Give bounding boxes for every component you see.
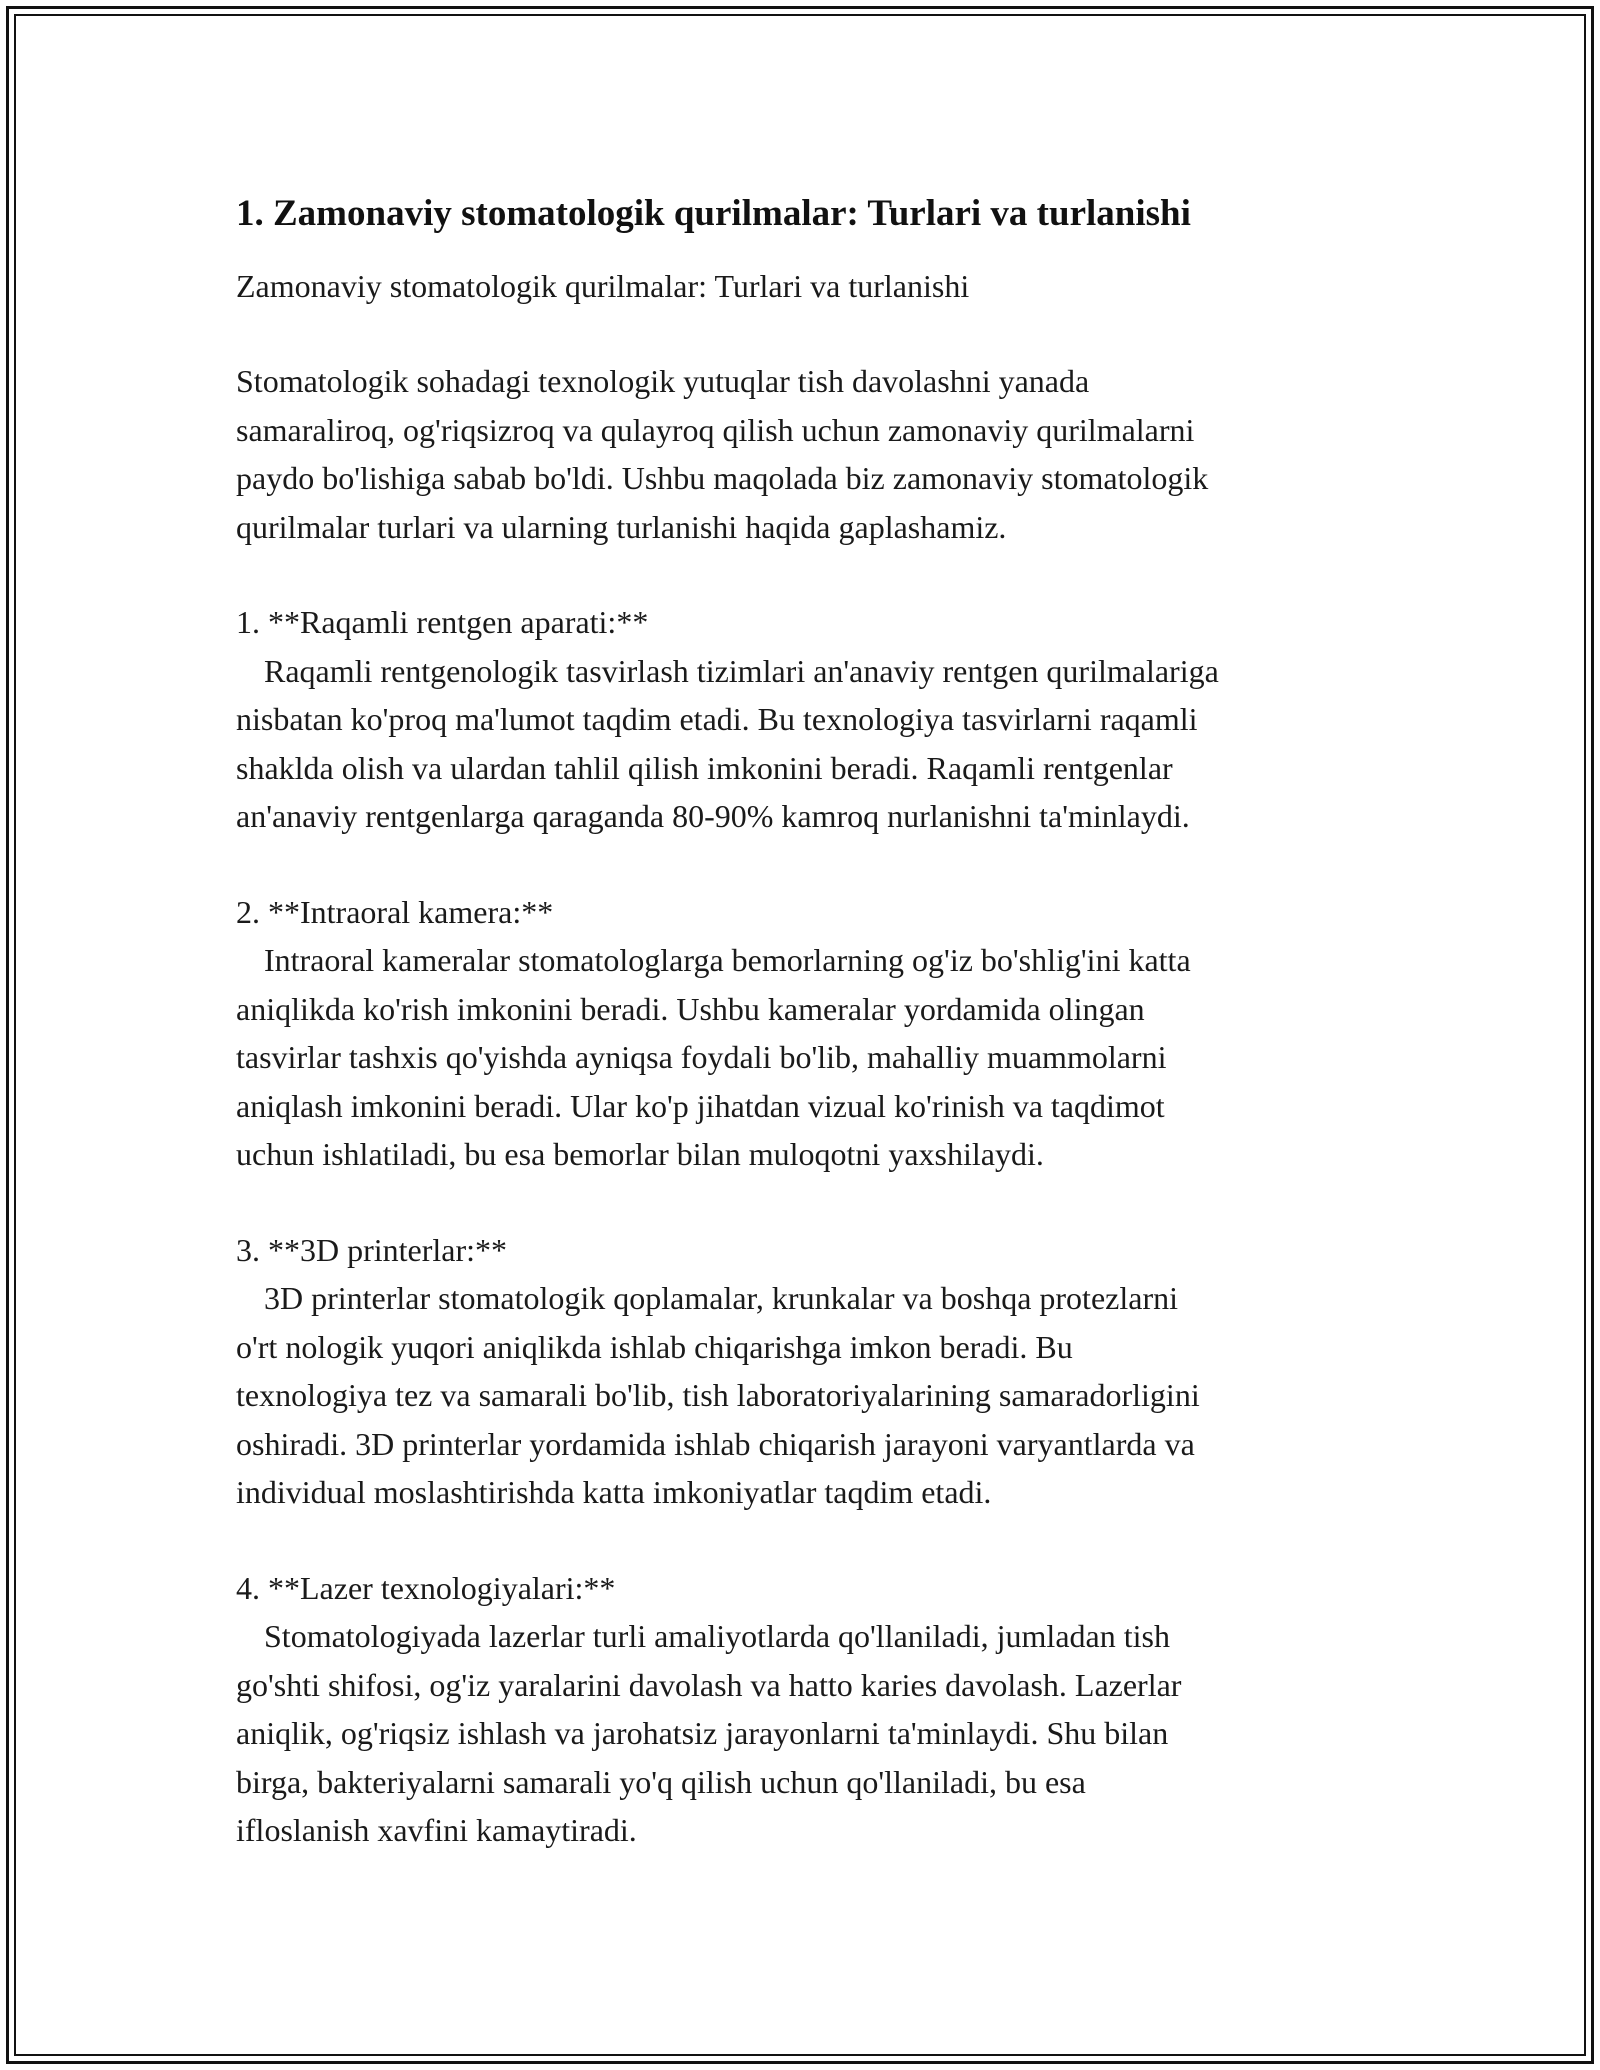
section-line: oshiradi. 3D printerlar yordamida ishlab chiqarish jarayoni varyantlarda va <box>236 1425 1195 1462</box>
intro-line: Stomatologik sohadagi texnologik yutuqlar tish davolashni yanada <box>236 363 1090 399</box>
section-line: individual moslashtirishda katta imkoniyatlar taqdim etadi. <box>236 1474 992 1510</box>
section-line: Intraoral kameralar stomatologlarga bemorlarning og'iz bo'shlig'ini katta <box>264 942 1191 978</box>
document-subtitle: Zamonaviy stomatologik qurilmalar: Turlari va turlanishi <box>236 268 970 304</box>
section-heading: 1. **Raqamli rentgen aparati:** <box>236 604 649 640</box>
section-line: shaklda olish va ulardan tahlil qilish imkonini beradi. Raqamli rentgenlar <box>236 749 1173 786</box>
section-intraoral-camera <box>236 888 1366 1179</box>
section-line: aniqlash imkonini beradi. Ular ko'p jihatdan vizual ko'rinish va taqdimot <box>236 1087 1165 1124</box>
section-3d-printers <box>236 1226 1366 1517</box>
section-body <box>236 1274 1366 1517</box>
section-heading: 3. **3D printerlar:** <box>236 1231 508 1268</box>
section-body <box>236 936 1366 1179</box>
section-line: an'anaviy rentgenlarga qaraganda 80-90% kamroq nurlanishni ta'minlaydi. <box>236 798 1190 834</box>
section-heading: 4. **Lazer texnologiyalari:** <box>236 1569 616 1606</box>
section-line: nisbatan ko'proq ma'lumot taqdim etadi. Bu texnologiya tasvirlarni raqamli <box>236 701 1198 737</box>
section-laser-technologies <box>236 1564 1366 1855</box>
section-line: ifloslanish xavfini kamaytiradi. <box>236 1812 637 1848</box>
document-page <box>236 186 1366 1855</box>
intro-line: paydo bo'lishiga sabab bo'ldi. Ushbu maqolada biz zamonaviy stomatologik <box>236 460 1209 496</box>
section-body <box>236 1612 1366 1855</box>
section-line: Stomatologiyada lazerlar turli amaliyotlarda qo'llaniladi, jumladan tish <box>264 1618 1170 1654</box>
section-line: o'rt nologik yuqori aniqlikda ishlab chiqarishga imkon beradi. Bu <box>236 1328 1073 1365</box>
document-title: 1. Zamonaviy stomatologik qurilmalar: Turlari va turlanishi <box>236 193 1191 234</box>
section-line: birga, bakteriyalarni samarali yo'q qilish uchun qo'llaniladi, bu esa <box>236 1763 1086 1800</box>
intro-line: qurilmalar turlari va ularning turlanishi haqida gaplashamiz. <box>236 508 1007 545</box>
section-line: aniqlikda ko'rish imkonini beradi. Ushbu kameralar yordamida olingan <box>236 990 1145 1027</box>
section-line: aniqlik, og'riqsiz ishlash va jarohatsiz jarayonlarni ta'minlaydi. Shu bilan <box>236 1715 1169 1751</box>
section-digital-xray <box>236 598 1366 841</box>
section-heading: 2. **Intraoral kamera:** <box>236 893 554 930</box>
section-line: tasvirlar tashxis qo'yishda ayniqsa foydali bo'lib, mahalliy muammolarni <box>236 1039 1167 1075</box>
section-line: Raqamli rentgenologik tasvirlash tizimlari an'anaviy rentgen qurilmalariga <box>264 652 1219 689</box>
intro-paragraph <box>236 357 1366 551</box>
section-line: go'shti shifosi, og'iz yaralarini davolash va hatto karies davolash. Lazerlar <box>236 1666 1182 1703</box>
section-line: 3D printerlar stomatologik qoplamalar, krunkalar va boshqa protezlarni <box>264 1280 1178 1316</box>
intro-line: samaraliroq, og'riqsizroq va qulayroq qilish uchun zamonaviy qurilmalarni <box>236 411 1195 448</box>
section-line: uchun ishlatiladi, bu esa bemorlar bilan muloqotni yaxshilaydi. <box>236 1136 1044 1172</box>
section-line: texnologiya tez va samarali bo'lib, tish laboratoriyalarining samaradorligini <box>236 1377 1200 1413</box>
section-body <box>236 647 1366 841</box>
